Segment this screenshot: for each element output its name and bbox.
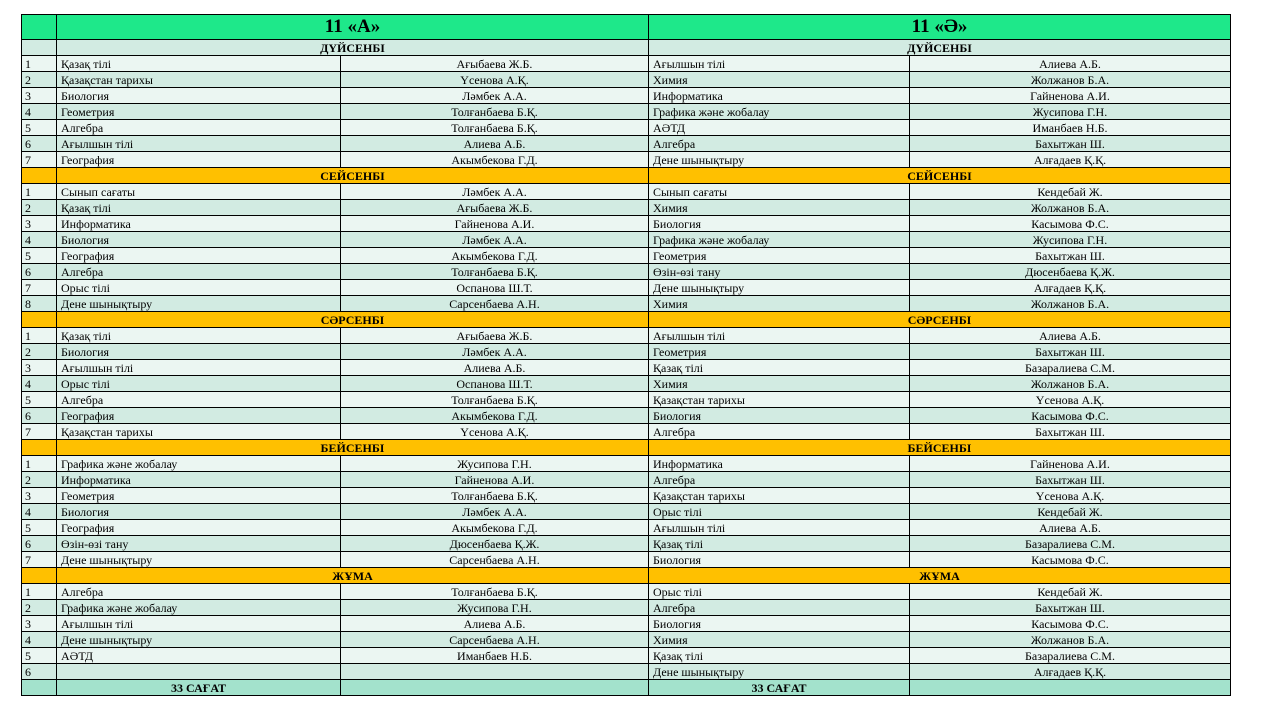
lesson-number: 7: [22, 280, 57, 296]
lesson-row: [22, 600, 1231, 616]
teacher-a: Толғанбаева Б.Қ.: [341, 104, 649, 120]
subject-b: Қазақ тілі: [649, 536, 910, 552]
teacher-a: Ағыбаева Ж.Б.: [341, 328, 649, 344]
subject-b: АӘТД: [649, 120, 910, 136]
total-blank-b: [910, 680, 1231, 696]
subject-b: Химия: [649, 296, 910, 312]
lesson-row: [22, 296, 1231, 312]
teacher-a: Дюсенбаева Қ.Ж.: [341, 536, 649, 552]
teacher-a: Толғанбаева Б.Қ.: [341, 392, 649, 408]
subject-a: Ағылшын тілі: [57, 360, 341, 376]
lesson-row: [22, 632, 1231, 648]
lesson-row: [22, 376, 1231, 392]
teacher-b: Жолжанов Б.А.: [910, 296, 1231, 312]
subject-a: Қазақстан тарихы: [57, 72, 341, 88]
teacher-a: Сарсенбаева А.Н.: [341, 552, 649, 568]
subject-b: Орыс тілі: [649, 504, 910, 520]
subject-b: Информатика: [649, 456, 910, 472]
teacher-b: Жусипова Г.Н.: [910, 104, 1231, 120]
lesson-number: 1: [22, 328, 57, 344]
total-hours-b: 33 САҒАТ: [649, 680, 910, 696]
teacher-b: Алғадаев Қ.Қ.: [910, 664, 1231, 680]
teacher-a: Гайненова А.И.: [341, 472, 649, 488]
teacher-a: Ләмбек А.А.: [341, 184, 649, 200]
lesson-number: 8: [22, 296, 57, 312]
day-name-b: СЕЙСЕНБІ: [649, 168, 1231, 184]
teacher-b: Кендебай Ж.: [910, 184, 1231, 200]
lesson-number: 2: [22, 344, 57, 360]
day-header-row: [22, 440, 1231, 456]
teacher-a: Гайненова А.И.: [341, 216, 649, 232]
subject-b: Алгебра: [649, 424, 910, 440]
lesson-row: [22, 504, 1231, 520]
subject-a: Информатика: [57, 472, 341, 488]
lesson-row: [22, 392, 1231, 408]
subject-b: Ағылшын тілі: [649, 520, 910, 536]
day-name-a: ДҮЙСЕНБІ: [57, 40, 649, 56]
day-name-b: ДҮЙСЕНБІ: [649, 40, 1231, 56]
subject-b: Информатика: [649, 88, 910, 104]
subject-a: Дене шынықтыру: [57, 296, 341, 312]
subject-a: Орыс тілі: [57, 280, 341, 296]
lesson-row: [22, 648, 1231, 664]
subject-b: Қазақстан тарихы: [649, 392, 910, 408]
subject-a: Геометрия: [57, 488, 341, 504]
subject-b: Қазақ тілі: [649, 648, 910, 664]
subject-a: Информатика: [57, 216, 341, 232]
lesson-number: 5: [22, 648, 57, 664]
lesson-row: [22, 344, 1231, 360]
subject-a: Өзін-өзі тану: [57, 536, 341, 552]
subject-a: Биология: [57, 504, 341, 520]
subject-a: Алгебра: [57, 264, 341, 280]
subject-a: Дене шынықтыру: [57, 552, 341, 568]
teacher-b: Алғадаев Қ.Қ.: [910, 152, 1231, 168]
lesson-row: [22, 520, 1231, 536]
subject-a: Алгебра: [57, 584, 341, 600]
teacher-b: Касымова Ф.С.: [910, 552, 1231, 568]
subject-a: Графика және жобалау: [57, 600, 341, 616]
teacher-a: Акымбекова Г.Д.: [341, 408, 649, 424]
teacher-b: Касымова Ф.С.: [910, 216, 1231, 232]
teacher-a: Акымбекова Г.Д.: [341, 520, 649, 536]
schedule-body: [22, 15, 1231, 696]
teacher-a: Алиева А.Б.: [341, 616, 649, 632]
teacher-b: Кендебай Ж.: [910, 584, 1231, 600]
subject-a: Сынып сағаты: [57, 184, 341, 200]
teacher-b: Жолжанов Б.А.: [910, 72, 1231, 88]
teacher-a: Ләмбек А.А.: [341, 344, 649, 360]
subject-b: Графика және жобалау: [649, 104, 910, 120]
lesson-number: 5: [22, 392, 57, 408]
teacher-a: Сарсенбаева А.Н.: [341, 632, 649, 648]
teacher-a: Толғанбаева Б.Қ.: [341, 264, 649, 280]
lesson-row: [22, 456, 1231, 472]
subject-a: Геометрия: [57, 104, 341, 120]
lesson-number: 2: [22, 472, 57, 488]
lesson-row: [22, 200, 1231, 216]
day-header-spacer: [22, 440, 57, 456]
teacher-b: Базаралиева С.М.: [910, 360, 1231, 376]
schedule-table: [21, 14, 1231, 696]
lesson-row: [22, 152, 1231, 168]
lesson-row: [22, 552, 1231, 568]
lesson-number: 3: [22, 616, 57, 632]
teacher-a: Акымбекова Г.Д.: [341, 248, 649, 264]
lesson-row: [22, 136, 1231, 152]
lesson-number: 1: [22, 184, 57, 200]
lesson-row: [22, 120, 1231, 136]
lesson-row: [22, 264, 1231, 280]
lesson-number: 4: [22, 504, 57, 520]
subject-a: География: [57, 152, 341, 168]
teacher-b: Базаралиева С.М.: [910, 648, 1231, 664]
day-name-a: СЕЙСЕНБІ: [57, 168, 649, 184]
lesson-number: 3: [22, 488, 57, 504]
lesson-number: 6: [22, 664, 57, 680]
corner-cell: [22, 15, 57, 40]
teacher-a: Ағыбаева Ж.Б.: [341, 200, 649, 216]
subject-a: Дене шынықтыру: [57, 632, 341, 648]
teacher-a: Жусипова Г.Н.: [341, 456, 649, 472]
lesson-row: [22, 664, 1231, 680]
lesson-row: [22, 408, 1231, 424]
teacher-a: Үсенова А.Қ.: [341, 72, 649, 88]
teacher-b: Бахытжан Ш.: [910, 248, 1231, 264]
lesson-number: 5: [22, 120, 57, 136]
subject-a: География: [57, 248, 341, 264]
day-header-row: [22, 312, 1231, 328]
subject-a: Ағылшын тілі: [57, 136, 341, 152]
subject-b: Қазақстан тарихы: [649, 488, 910, 504]
day-name-b: СӘРСЕНБІ: [649, 312, 1231, 328]
day-name-a: СӘРСЕНБІ: [57, 312, 649, 328]
subject-a: География: [57, 520, 341, 536]
teacher-b: Гайненова А.И.: [910, 456, 1231, 472]
subject-b: Геометрия: [649, 344, 910, 360]
day-header-row: [22, 168, 1231, 184]
subject-b: Биология: [649, 616, 910, 632]
day-name-a: БЕЙСЕНБІ: [57, 440, 649, 456]
teacher-b: Касымова Ф.С.: [910, 408, 1231, 424]
teacher-b: Бахытжан Ш.: [910, 344, 1231, 360]
subject-b: Геометрия: [649, 248, 910, 264]
lesson-row: [22, 328, 1231, 344]
lesson-number: 2: [22, 600, 57, 616]
lesson-row: [22, 360, 1231, 376]
subject-a: Биология: [57, 232, 341, 248]
day-header-row: [22, 568, 1231, 584]
lesson-number: 1: [22, 56, 57, 72]
subject-b: Қазақ тілі: [649, 360, 910, 376]
teacher-a: [341, 664, 649, 680]
subject-b: Дене шынықтыру: [649, 664, 910, 680]
lesson-row: [22, 184, 1231, 200]
lesson-number: 1: [22, 584, 57, 600]
lesson-row: [22, 248, 1231, 264]
subject-b: Химия: [649, 632, 910, 648]
subject-b: Биология: [649, 216, 910, 232]
lesson-number: 4: [22, 104, 57, 120]
teacher-a: Ағыбаева Ж.Б.: [341, 56, 649, 72]
lesson-row: [22, 280, 1231, 296]
subject-b: Орыс тілі: [649, 584, 910, 600]
total-hours-a: 33 САҒАТ: [57, 680, 341, 696]
day-header-spacer: [22, 40, 57, 56]
teacher-b: Касымова Ф.С.: [910, 616, 1231, 632]
subject-a: Орыс тілі: [57, 376, 341, 392]
teacher-a: Жусипова Г.Н.: [341, 600, 649, 616]
teacher-a: Толғанбаева Б.Қ.: [341, 584, 649, 600]
day-name-a: ЖҰМА: [57, 568, 649, 584]
class-title-b: 11 «Ә»: [649, 15, 1231, 40]
subject-a: Қазақ тілі: [57, 328, 341, 344]
subject-b: Химия: [649, 376, 910, 392]
day-header-spacer: [22, 568, 57, 584]
day-header-spacer: [22, 168, 57, 184]
lesson-row: [22, 584, 1231, 600]
subject-b: Алгебра: [649, 600, 910, 616]
subject-b: Ағылшын тілі: [649, 328, 910, 344]
subject-a: [57, 664, 341, 680]
teacher-a: Сарсенбаева А.Н.: [341, 296, 649, 312]
teacher-b: Гайненова А.И.: [910, 88, 1231, 104]
lesson-number: 6: [22, 408, 57, 424]
teacher-b: Жолжанов Б.А.: [910, 376, 1231, 392]
teacher-a: Иманбаев Н.Б.: [341, 648, 649, 664]
day-name-b: БЕЙСЕНБІ: [649, 440, 1231, 456]
teacher-a: Ләмбек А.А.: [341, 504, 649, 520]
teacher-b: Иманбаев Н.Б.: [910, 120, 1231, 136]
teacher-a: Оспанова Ш.Т.: [341, 280, 649, 296]
subject-a: Биология: [57, 88, 341, 104]
lesson-number: 7: [22, 152, 57, 168]
subject-b: Биология: [649, 408, 910, 424]
teacher-b: Алиева А.Б.: [910, 56, 1231, 72]
lesson-row: [22, 88, 1231, 104]
teacher-a: Толғанбаева Б.Қ.: [341, 120, 649, 136]
subject-a: Алгебра: [57, 120, 341, 136]
lesson-number: 3: [22, 216, 57, 232]
day-header-spacer: [22, 312, 57, 328]
lesson-row: [22, 488, 1231, 504]
lesson-row: [22, 424, 1231, 440]
teacher-b: Үсенова А.Қ.: [910, 488, 1231, 504]
subject-b: Сынып сағаты: [649, 184, 910, 200]
subject-a: География: [57, 408, 341, 424]
teacher-b: Жолжанов Б.А.: [910, 632, 1231, 648]
teacher-b: Кендебай Ж.: [910, 504, 1231, 520]
subject-b: Өзін-өзі тану: [649, 264, 910, 280]
teacher-b: Алғадаев Қ.Қ.: [910, 280, 1231, 296]
subject-a: Қазақ тілі: [57, 56, 341, 72]
subject-a: Қазақ тілі: [57, 200, 341, 216]
teacher-b: Жолжанов Б.А.: [910, 200, 1231, 216]
teacher-b: Базаралиева С.М.: [910, 536, 1231, 552]
teacher-a: Ләмбек А.А.: [341, 232, 649, 248]
teacher-a: Оспанова Ш.Т.: [341, 376, 649, 392]
lesson-number: 1: [22, 456, 57, 472]
teacher-b: Бахытжан Ш.: [910, 136, 1231, 152]
total-blank-a: [341, 680, 649, 696]
lesson-number: 5: [22, 248, 57, 264]
subject-b: Дене шынықтыру: [649, 152, 910, 168]
lesson-number: 5: [22, 520, 57, 536]
lesson-row: [22, 536, 1231, 552]
lesson-row: [22, 72, 1231, 88]
subject-b: Алгебра: [649, 472, 910, 488]
lesson-number: 4: [22, 632, 57, 648]
lesson-row: [22, 616, 1231, 632]
lesson-number: 3: [22, 88, 57, 104]
lesson-number: 3: [22, 360, 57, 376]
lesson-number: 7: [22, 424, 57, 440]
lesson-number: 6: [22, 136, 57, 152]
class-title-a: 11 «А»: [57, 15, 649, 40]
subject-b: Алгебра: [649, 136, 910, 152]
lesson-number: 6: [22, 536, 57, 552]
subject-a: Қазақстан тарихы: [57, 424, 341, 440]
teacher-b: Бахытжан Ш.: [910, 424, 1231, 440]
subject-a: Биология: [57, 344, 341, 360]
teacher-b: Дюсенбаева Қ.Ж.: [910, 264, 1231, 280]
subject-b: Ағылшын тілі: [649, 56, 910, 72]
teacher-a: Толғанбаева Б.Қ.: [341, 488, 649, 504]
lesson-row: [22, 472, 1231, 488]
teacher-b: Алиева А.Б.: [910, 520, 1231, 536]
teacher-b: Алиева А.Б.: [910, 328, 1231, 344]
teacher-b: Жусипова Г.Н.: [910, 232, 1231, 248]
lesson-number: 4: [22, 376, 57, 392]
lesson-number: 2: [22, 72, 57, 88]
subject-a: АӘТД: [57, 648, 341, 664]
teacher-a: Алиева А.Б.: [341, 360, 649, 376]
lesson-number: 4: [22, 232, 57, 248]
lesson-number: 6: [22, 264, 57, 280]
teacher-a: Үсенова А.Қ.: [341, 424, 649, 440]
lesson-row: [22, 104, 1231, 120]
lesson-row: [22, 232, 1231, 248]
lesson-row: [22, 56, 1231, 72]
subject-b: Химия: [649, 200, 910, 216]
class-title-row: [22, 15, 1231, 40]
teacher-a: Ләмбек А.А.: [341, 88, 649, 104]
subject-b: Химия: [649, 72, 910, 88]
lesson-row: [22, 216, 1231, 232]
subject-a: Алгебра: [57, 392, 341, 408]
lesson-number: 7: [22, 552, 57, 568]
day-name-b: ЖҰМА: [649, 568, 1231, 584]
day-header-row: [22, 40, 1231, 56]
teacher-b: Бахытжан Ш.: [910, 472, 1231, 488]
subject-b: Биология: [649, 552, 910, 568]
subject-a: Ағылшын тілі: [57, 616, 341, 632]
subject-a: Графика және жобалау: [57, 456, 341, 472]
total-row: [22, 680, 1231, 696]
subject-b: Графика және жобалау: [649, 232, 910, 248]
subject-b: Дене шынықтыру: [649, 280, 910, 296]
teacher-a: Алиева А.Б.: [341, 136, 649, 152]
lesson-number: 2: [22, 200, 57, 216]
total-spacer: [22, 680, 57, 696]
teacher-a: Акымбекова Г.Д.: [341, 152, 649, 168]
teacher-b: Үсенова А.Қ.: [910, 392, 1231, 408]
teacher-b: Бахытжан Ш.: [910, 600, 1231, 616]
